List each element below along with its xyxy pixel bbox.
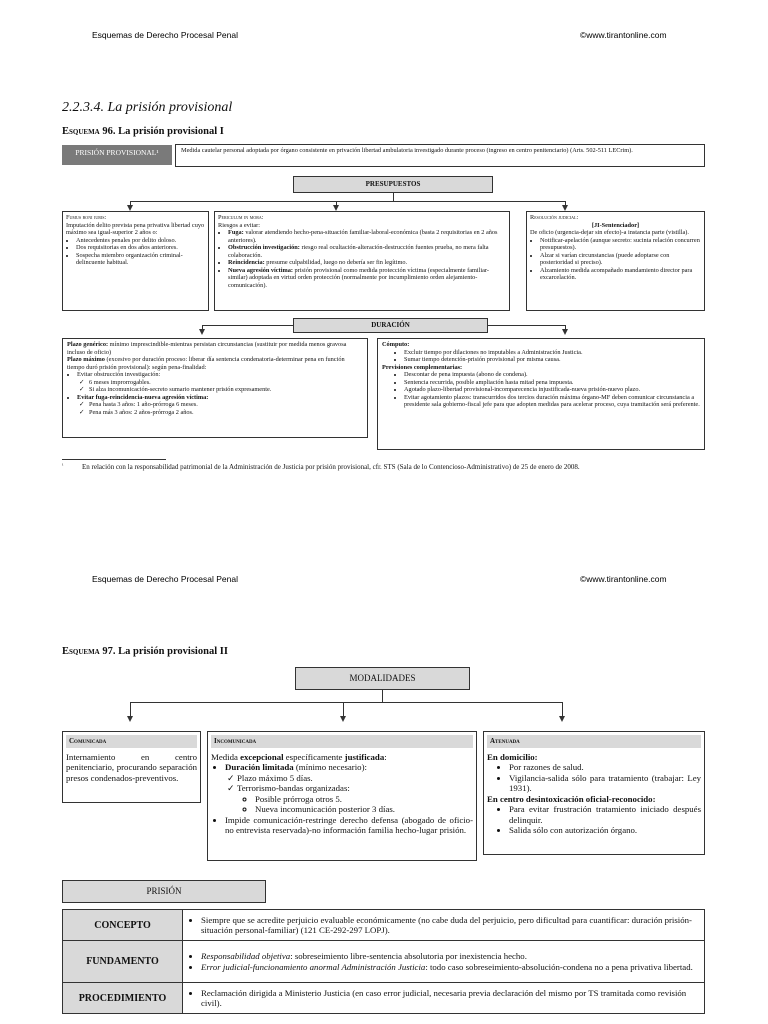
prision-provisional-label: PRISIÓN PROVISIONAL¹	[62, 145, 172, 165]
resolucion-title: Resolución judicial:	[530, 214, 579, 221]
list-item: • Notificar-apelación (aunque secreto: sucinta relación concurren presupuestos).	[540, 237, 701, 252]
list-item: • Alzamiento medida acompañado mandamiento director para excarcelación.	[540, 267, 701, 282]
comunicada-text: Internamiento en centro penitenciario, procurando separación presos condenados-preventivos.	[66, 751, 197, 783]
incomunicada-list	[211, 762, 473, 836]
check-item: ✓ Pena hasta 3 años: 1 año-prórroga 6 meses.	[77, 401, 363, 409]
previsiones-title: Previsiones complementarias:	[382, 363, 463, 371]
list-item: • Sospecha miembro organización criminal-delincuente habitual.	[76, 252, 205, 267]
list-item: • Evitar obstrucción investigación: ✓ 6 meses improrrogables. ✓ Si alza incomunicación-secreto sumario mantener prisión expresamente.	[77, 371, 363, 394]
atenuada-title: Atenuada	[487, 735, 701, 748]
plazos-box	[62, 338, 368, 438]
sub-item: ◦ Nueva incomunicación posterior 3 días.	[255, 804, 473, 815]
atenuada-box	[483, 731, 705, 855]
comunicada-box	[62, 731, 201, 803]
list-item: • Duración limitada (mínimo necesario): ✓ Plazo máximo 5 días. ✓ Terrorismo-bandas organizadas: ◦ Posible prórroga otros 5. ◦ Nueva incomunicación posterior 3 días.	[225, 762, 473, 815]
fumus-list	[66, 237, 205, 267]
list-item: • Agotado plazo-libertad provisional-incomparecencia injustificada-nueva prisión-nuevo plazo.	[404, 386, 700, 394]
resolucion-list	[530, 237, 701, 282]
row-label-procedimiento: PROCEDIMIENTO	[63, 983, 183, 1014]
footnote-text: En relación con la responsabilidad patrimonial de la Administración de Justicia por prisión provisional, cfr. STS (Sala de lo Contencioso-Administrativo) de 25 de enero de 2008.	[82, 463, 580, 471]
check-item: ✓ Plazo máximo 5 días.	[225, 773, 473, 784]
list-item: • Responsabilidad objetiva: sobreseimiento libre-sentencia absolutoria por inexistencia hecho.	[201, 951, 698, 962]
list-item: • Evitar fuga-reincidencia-nueva agresión víctima: ✓ Pena hasta 3 años: 1 año-prórroga 6 meses. ✓ Pena más 3 años: 2 años-prórroga 2 años.	[77, 394, 363, 417]
periculum-intro: Riesgos a evitar:	[218, 221, 260, 229]
fumus-box	[62, 211, 209, 311]
arrow-down-icon	[127, 716, 133, 722]
presupuestos-header: PRESUPUESTOS	[293, 176, 493, 193]
comunicada-title: Comunicada	[66, 735, 197, 748]
duracion-header: DURACIÓN	[293, 318, 488, 333]
row-content	[183, 910, 705, 941]
incomunicada-box	[207, 731, 477, 861]
plazo-list	[67, 371, 363, 416]
incomunicada-intro: Medida excepcional específicamente justificada:	[211, 751, 387, 762]
connector	[130, 702, 563, 703]
row-content	[183, 941, 705, 983]
page-header-copyright: ©www.tirantonline.com	[580, 574, 667, 584]
arrow-down-icon	[559, 716, 565, 722]
footnote-mark: ¹	[62, 464, 64, 469]
list-item: • Sumar tiempo detención-prisión provisional por misma causa.	[404, 356, 700, 364]
prision-definition: Medida cautelar personal adoptada por órgano consistente en privación libertad ambulatoria investigado durante proceso (ingreso en centro penitenciario) (Arts. 502-511 LECrim).	[175, 144, 705, 167]
connector	[562, 702, 563, 716]
arrow-down-icon	[340, 716, 346, 722]
arrow-down-icon	[199, 329, 205, 335]
plazo-maximo: Plazo máximo (excesivo por duración proceso: liberar día sentencia condenatoria-determinar pena en función tiempo duró prisión provisional): según pena-finalidad:	[67, 356, 345, 371]
desintox-list	[487, 804, 701, 836]
domicilio-title: En domicilio:	[487, 751, 538, 762]
previsiones-list	[382, 371, 700, 409]
list-item: • Reincidencia: presume culpabilidad, luego no debería ser fin legítimo.	[228, 259, 506, 267]
check-item: ✓ Si alza incomunicación-secreto sumario mantener prisión expresamente.	[77, 386, 363, 394]
prision-table	[62, 909, 705, 1014]
check-item: ✓ Pena más 3 años: 2 años-prórroga 2 años.	[77, 409, 363, 417]
table-row	[63, 910, 705, 941]
list-item: • Dos requisitorias en dos años anteriores.	[76, 244, 205, 252]
page-header-title: Esquemas de Derecho Procesal Penal	[92, 30, 238, 40]
table-row	[63, 941, 705, 983]
page-header-copyright: ©www.tirantonline.com	[580, 30, 667, 40]
page-header-title: Esquemas de Derecho Procesal Penal	[92, 574, 238, 584]
computo-title: Cómputo:	[382, 341, 410, 348]
connector	[130, 702, 131, 716]
connector	[393, 193, 394, 202]
list-item: • Vigilancia-salida sólo para tratamiento (trabajar: Ley 1931).	[509, 773, 701, 794]
arrow-down-icon	[562, 329, 568, 335]
modalidades-header: MODALIDADES	[295, 667, 470, 690]
list-item: • Nueva agresión víctima: prisión provisional como medida protección víctima (especialmente familiar-similar) adoptada en virtud orden protección (normalmente por incumplimiento orden alejamiento-comunicación).	[228, 267, 506, 290]
check-item: ✓ 6 meses improrrogables.	[77, 379, 363, 387]
section-title: 2.2.3.4. La prisión provisional	[62, 100, 233, 115]
esquema-title: Esquema 97. La prisión provisional II	[62, 646, 228, 657]
fumus-intro: Imputación delito prevista pena privativa libertad cuyo máximo sea igual-superior 2 años o:	[66, 221, 205, 236]
plazo-generico: Plazo genérico: mínimo imprescindible-mientras persistan circunstancias (sustituir por medida menos gravosa incluso de oficio)	[67, 341, 347, 356]
footnote-rule	[62, 459, 166, 460]
table-row	[63, 983, 705, 1014]
list-item: • Por razones de salud.	[509, 762, 701, 773]
list-item: • Salida sólo con autorización órgano.	[509, 825, 701, 836]
connector	[382, 690, 383, 702]
resolucion-intro: De oficio (urgencia-dejar sin efecto)-a instancia parte (vistilla).	[530, 229, 689, 236]
list-item: • Siempre que se acredite perjuicio evaluable económicamente (no cabe duda del perjuicio, pero dificultad para cuantificar: duración prisión-situación personal-familiar) (121 CE-292-297 LOPJ).	[201, 915, 698, 936]
periculum-title: Periculum in mora:	[218, 214, 264, 221]
prision-header: PRISIÓN	[62, 880, 266, 903]
connector	[487, 325, 565, 326]
row-label-fundamento: FUNDAMENTO	[63, 941, 183, 983]
list-item: • Para evitar frustración tratamiento iniciado después delinquir.	[509, 804, 701, 825]
list-item: • Excluir tiempo por dilaciones no imputables a Administración Justicia.	[404, 349, 700, 357]
computo-box	[377, 338, 705, 450]
computo-list	[382, 349, 700, 364]
connector	[202, 325, 294, 326]
periculum-list	[218, 229, 506, 289]
check-item: ✓ Terrorismo-bandas organizadas: ◦ Posible prórroga otros 5. ◦ Nueva incomunicación posterior 3 días.	[225, 783, 473, 815]
list-item: • Antecedentes penales por delito doloso.	[76, 237, 205, 245]
sub-item: ◦ Posible prórroga otros 5.	[255, 794, 473, 805]
list-item: • Error judicial-funcionamiento anormal Administración Justicia: todo caso sobreseimiento-absolución-condena no a pena privativa libertad.	[201, 962, 698, 973]
resolucion-box	[526, 211, 705, 311]
periculum-box	[214, 211, 510, 311]
esquema-title: Esquema 96. La prisión provisional I	[62, 126, 224, 137]
list-item: • Evitar agotamiento plazos: transcurridos dos tercios duración máxima órgano-MF deben comunicar circunstancia a presidente sala gobierno-fiscal jefe para que adopten medidas para acelerar proceso, cuya tramitación será preferente.	[404, 394, 700, 409]
list-item: • Reclamación dirigida a Ministerio Justicia (en caso error judicial, necesaria previa declaración del mismo por TS tramitada como revisión civil).	[201, 988, 698, 1009]
list-item: • Fuga: valorar atendiendo hecho-pena-situación familiar-laboral-económica (basta 2 requisitorias en 2 años anteriores).	[228, 229, 506, 244]
list-item: • Obstrucción investigación: riesgo real ocultación-alteración-destrucción fuentes prueba, no mera falta colaboración.	[228, 244, 506, 259]
domicilio-list	[487, 762, 701, 794]
row-content	[183, 983, 705, 1014]
list-item: • Alzar si varían circunstancias (puede adoptarse con posterioridad si preciso).	[540, 252, 701, 267]
list-item: • Descontar de pena impuesta (abono de condena).	[404, 371, 700, 379]
connector	[343, 702, 344, 716]
desintox-title: En centro desintoxicación oficial-reconocido:	[487, 793, 656, 804]
incomunicada-title: Incomunicada	[211, 735, 473, 748]
fumus-title: Fumus boni iuris:	[66, 214, 107, 221]
connector	[130, 201, 566, 202]
list-item: • Impide comunicación-restringe derecho defensa (abogado de oficio-no entrevista reservada)-no información familia hecho-lugar prisión.	[225, 815, 473, 836]
list-item: • Sentencia recurrida, posible ampliación hasta mitad pena impuesta.	[404, 379, 700, 387]
resolucion-sub: [JI-Sentenciador]	[591, 221, 640, 229]
row-label-concepto: CONCEPTO	[63, 910, 183, 941]
